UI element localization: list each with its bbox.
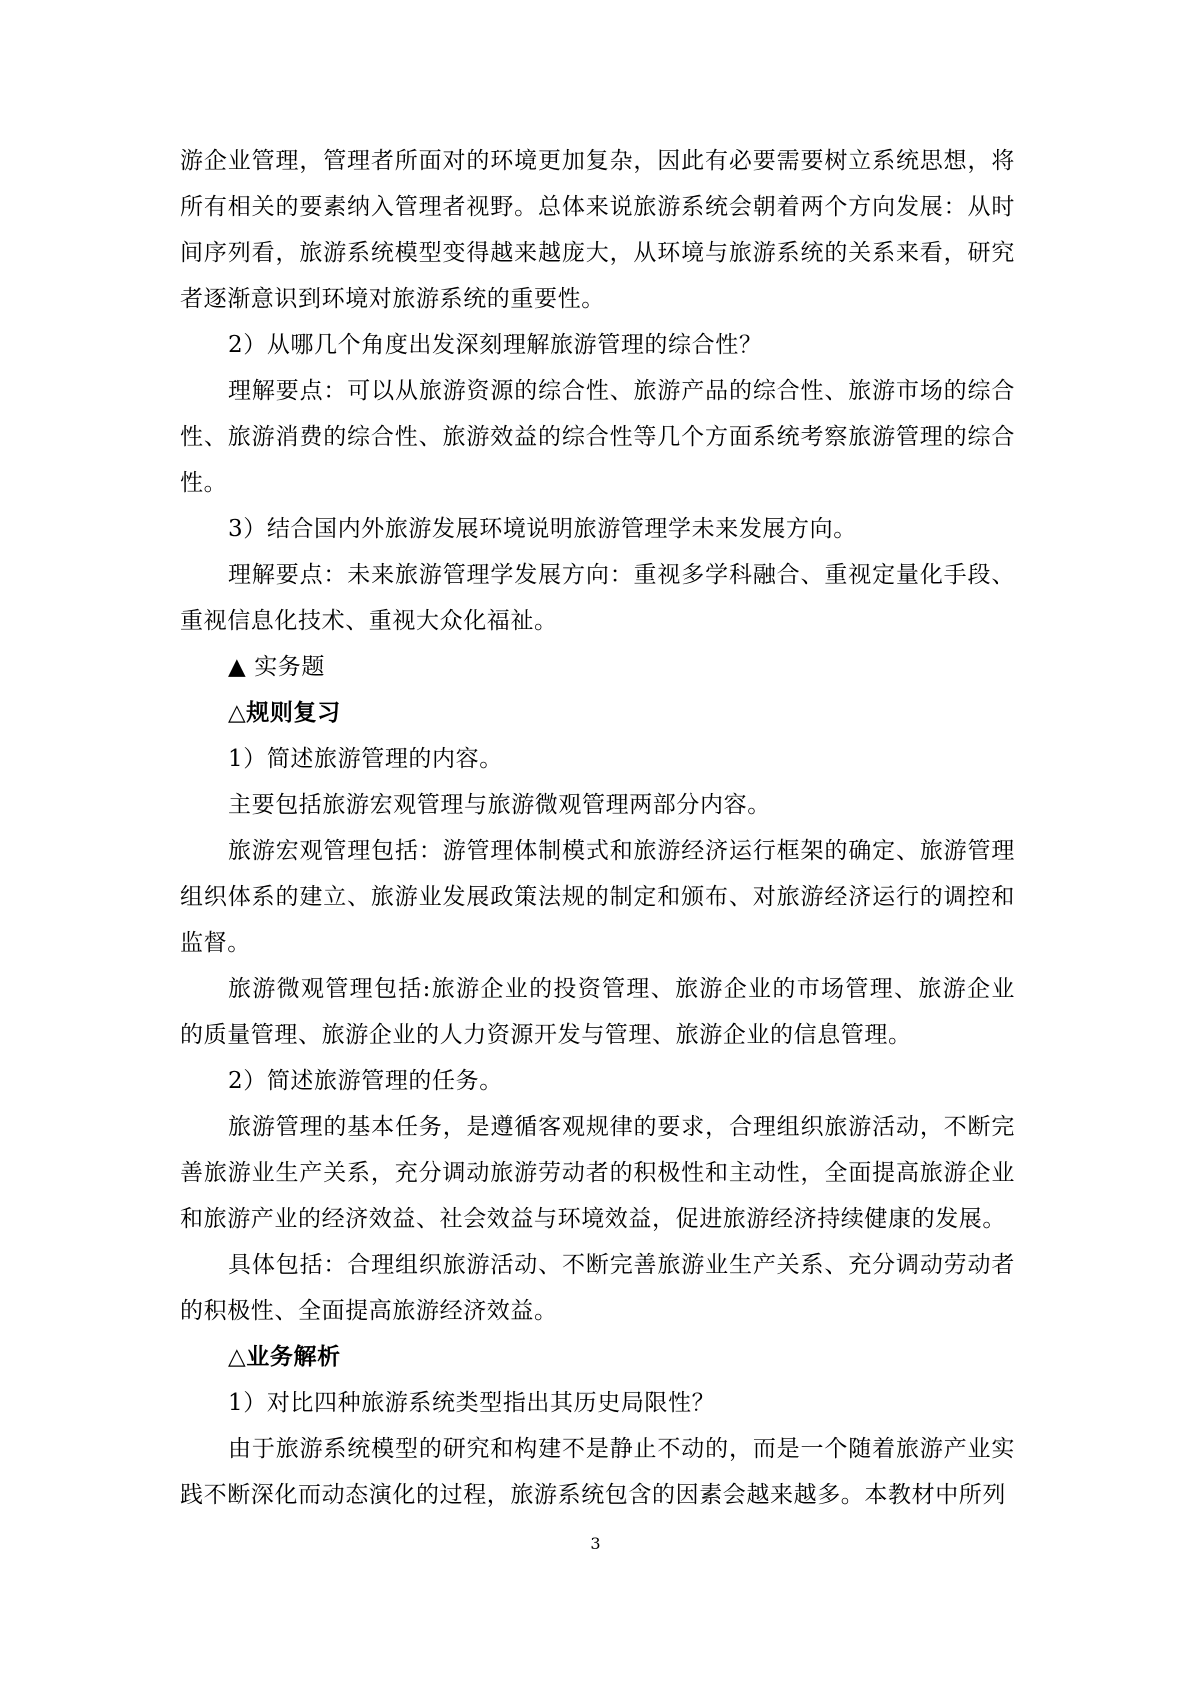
review-answer-2-basic: 旅游管理的基本任务，是遵循客观规律的要求，合理组织旅游活动，不断完善旅游业生产关系，充分调动旅游劳动者的积极性和主动性，全面提高旅游企业和旅游产业的经济效益、社会效益与环境效益，促进旅游经济持续健康的发展。 xyxy=(180,1114,1015,1232)
review-answer-1-micro: 旅游微观管理包括:旅游企业的投资管理、旅游企业的市场管理、旅游企业的质量管理、旅游企业的人力资源开发与管理、旅游企业的信息管理。 xyxy=(180,976,1015,1048)
subsection-heading-rule-review: △规则复习 xyxy=(228,699,341,726)
answer-3: 理解要点：未来旅游管理学发展方向：重视多学科融合、重视定量化手段、重视信息化技术、重视大众化福祉。 xyxy=(180,562,1015,634)
question-2: 2）从哪几个角度出发深刻理解旅游管理的综合性？ xyxy=(228,332,763,358)
paragraph-continuation: 游企业管理，管理者所面对的环境更加复杂，因此有必要需要树立系统思想，将所有相关的要素纳入管理者视野。总体来说旅游系统会朝着两个方向发展：从时间序列看，旅游系统模型变得越来越庞大，从环境与旅游系统的关系来看，研究者逐渐意识到环境对旅游系统的重要性。 xyxy=(180,148,1015,312)
review-question-1: 1）简述旅游管理的内容。 xyxy=(228,746,503,772)
subsection-heading-business-analysis: △业务解析 xyxy=(228,1343,341,1370)
review-answer-1-macro: 旅游宏观管理包括：游管理体制模式和旅游经济运行框架的确定、旅游管理组织体系的建立、旅游业发展政策法规的制定和颁布、对旅游经济运行的调控和监督。 xyxy=(180,838,1015,956)
review-answer-1-intro: 主要包括旅游宏观管理与旅游微观管理两部分内容。 xyxy=(228,792,771,818)
review-question-2: 2）简述旅游管理的任务。 xyxy=(228,1068,503,1094)
review-answer-2-specific: 具体包括：合理组织旅游活动、不断完善旅游业生产关系、充分调动劳动者的积极性、全面提高旅游经济效益。 xyxy=(180,1252,1015,1324)
analysis-answer-1: 由于旅游系统模型的研究和构建不是静止不动的，而是一个随着旅游产业实践不断深化而动态演化的过程，旅游系统包含的因素会越来越多。本教材中所列 xyxy=(180,1436,1015,1508)
section-heading-practice: ▲ 实务题 xyxy=(228,654,325,680)
question-3: 3）结合国内外旅游发展环境说明旅游管理学未来发展方向。 xyxy=(228,516,857,542)
analysis-question-1: 1）对比四种旅游系统类型指出其历史局限性？ xyxy=(228,1390,716,1416)
page-body xyxy=(180,138,1015,1518)
page-number: 3 xyxy=(590,1534,601,1553)
answer-2: 理解要点：可以从旅游资源的综合性、旅游产品的综合性、旅游市场的综合性、旅游消费的综合性、旅游效益的综合性等几个方面系统考察旅游管理的综合性。 xyxy=(180,378,1015,496)
